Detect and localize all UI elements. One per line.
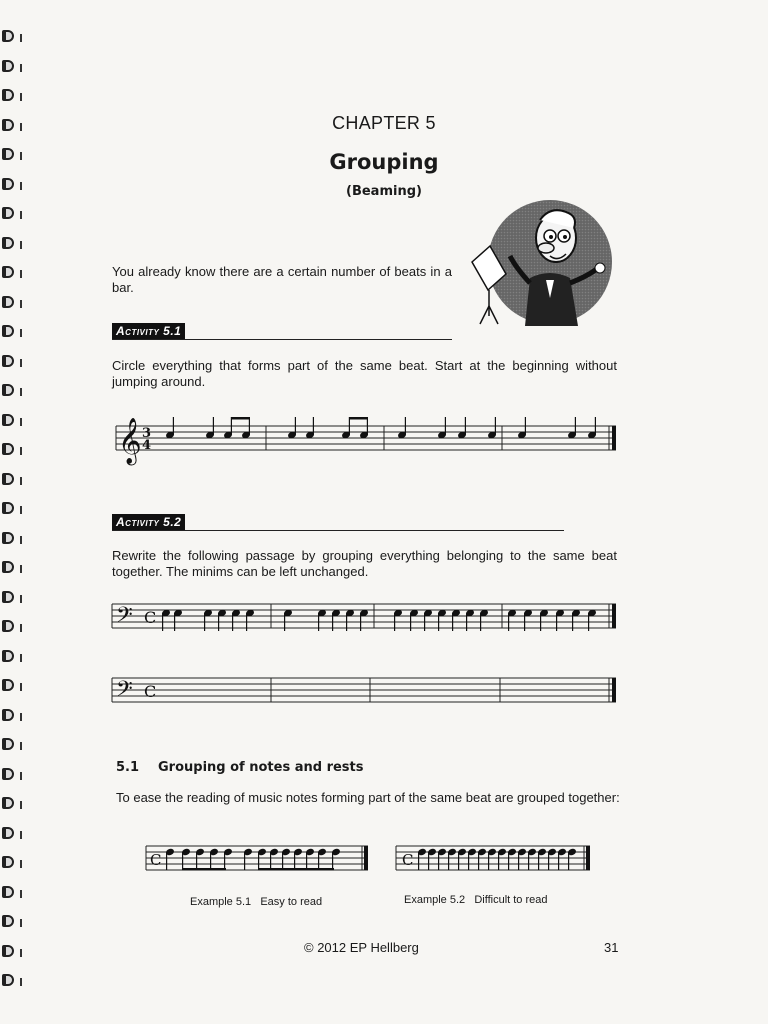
binding-coil <box>2 797 14 809</box>
svg-text:C: C <box>144 682 157 701</box>
binding-coil <box>2 502 14 514</box>
chapter-label: CHAPTER 5 <box>332 113 436 133</box>
example-description: Easy to read <box>260 896 323 908</box>
binding-coil <box>2 89 14 101</box>
binding-coil <box>2 768 14 780</box>
binding-coil <box>2 856 14 868</box>
binding-coil <box>2 473 14 485</box>
section-number: 5.1 <box>116 760 140 775</box>
svg-text:3: 3 <box>142 426 152 441</box>
example-5-2-caption <box>404 894 548 906</box>
activity-5-1-staff <box>112 410 620 470</box>
bass-clef-icon: 𝄢 <box>116 603 133 633</box>
binding-coil <box>2 886 14 898</box>
binding-coil <box>2 679 14 691</box>
binding-coil <box>2 738 14 750</box>
divider <box>112 530 564 531</box>
section-heading <box>116 760 364 775</box>
intro-text: You already know there are a certain number of beats in a bar. <box>112 264 452 295</box>
binding-coil <box>2 974 14 986</box>
binding-coil <box>2 207 14 219</box>
activity-5-2-answer-staff <box>108 668 620 718</box>
divider <box>112 339 452 340</box>
binding-coil <box>2 650 14 662</box>
example-label: Example 5.2 <box>404 894 466 906</box>
copyright: © 2012 EP Hellberg <box>304 940 419 955</box>
binding-coil <box>2 237 14 249</box>
binding-coil <box>2 915 14 927</box>
activity-5-2-header <box>112 513 564 531</box>
note-beam <box>182 868 226 871</box>
svg-text:C: C <box>150 851 162 869</box>
binding-coil <box>2 827 14 839</box>
example-description: Difficult to read <box>474 894 548 906</box>
example-label: Example 5.1 <box>190 896 252 908</box>
binding-coil <box>2 384 14 396</box>
binding-coil <box>2 532 14 544</box>
binding-coil <box>2 620 14 632</box>
example-5-1-staff <box>144 838 372 886</box>
page-subtitle: (Beaming) <box>346 184 422 199</box>
activity-5-2-staff <box>108 596 620 646</box>
bass-clef-icon: 𝄢 <box>116 677 133 707</box>
page-number: 31 <box>604 940 619 955</box>
binding-coil <box>2 945 14 957</box>
binding-coil <box>2 266 14 278</box>
section-text: To ease the reading of music notes forming part of the same beat are grouped together: <box>116 790 620 805</box>
svg-text:C: C <box>144 608 157 627</box>
section-title: Grouping of notes and rests <box>158 760 364 775</box>
activity-5-1-header <box>112 322 452 340</box>
binding-coil <box>2 709 14 721</box>
binding-coil <box>2 443 14 455</box>
note-beam <box>231 417 250 420</box>
page-title: Grouping <box>329 150 439 174</box>
svg-text:C: C <box>402 851 414 869</box>
note-beam <box>349 417 368 420</box>
activity-5-2-badge: Activity 5.2 <box>112 514 185 530</box>
example-5-1-caption <box>190 896 322 908</box>
binding-coil <box>2 414 14 426</box>
binding-coil <box>2 355 14 367</box>
binding-coil <box>2 591 14 603</box>
activity-5-1-badge: Activity 5.1 <box>112 323 185 339</box>
conductor-illustration-icon <box>470 198 620 333</box>
example-5-2-staff <box>394 838 594 886</box>
note-beam <box>258 868 334 871</box>
activity-5-2-instruction: Rewrite the following passage by grouping everything belonging to the same beat together. The minims can be left unchanged. <box>112 548 617 579</box>
binding-coil <box>2 325 14 337</box>
binding-coil <box>2 60 14 72</box>
spiral-binding <box>0 30 22 1010</box>
svg-text:4: 4 <box>142 438 152 453</box>
binding-coil <box>2 296 14 308</box>
binding-coil <box>2 561 14 573</box>
activity-5-1-instruction: Circle everything that forms part of the same beat. Start at the beginning without jumping around. <box>112 358 617 389</box>
binding-coil <box>2 30 14 42</box>
treble-clef-icon: 𝄞 <box>118 418 142 464</box>
